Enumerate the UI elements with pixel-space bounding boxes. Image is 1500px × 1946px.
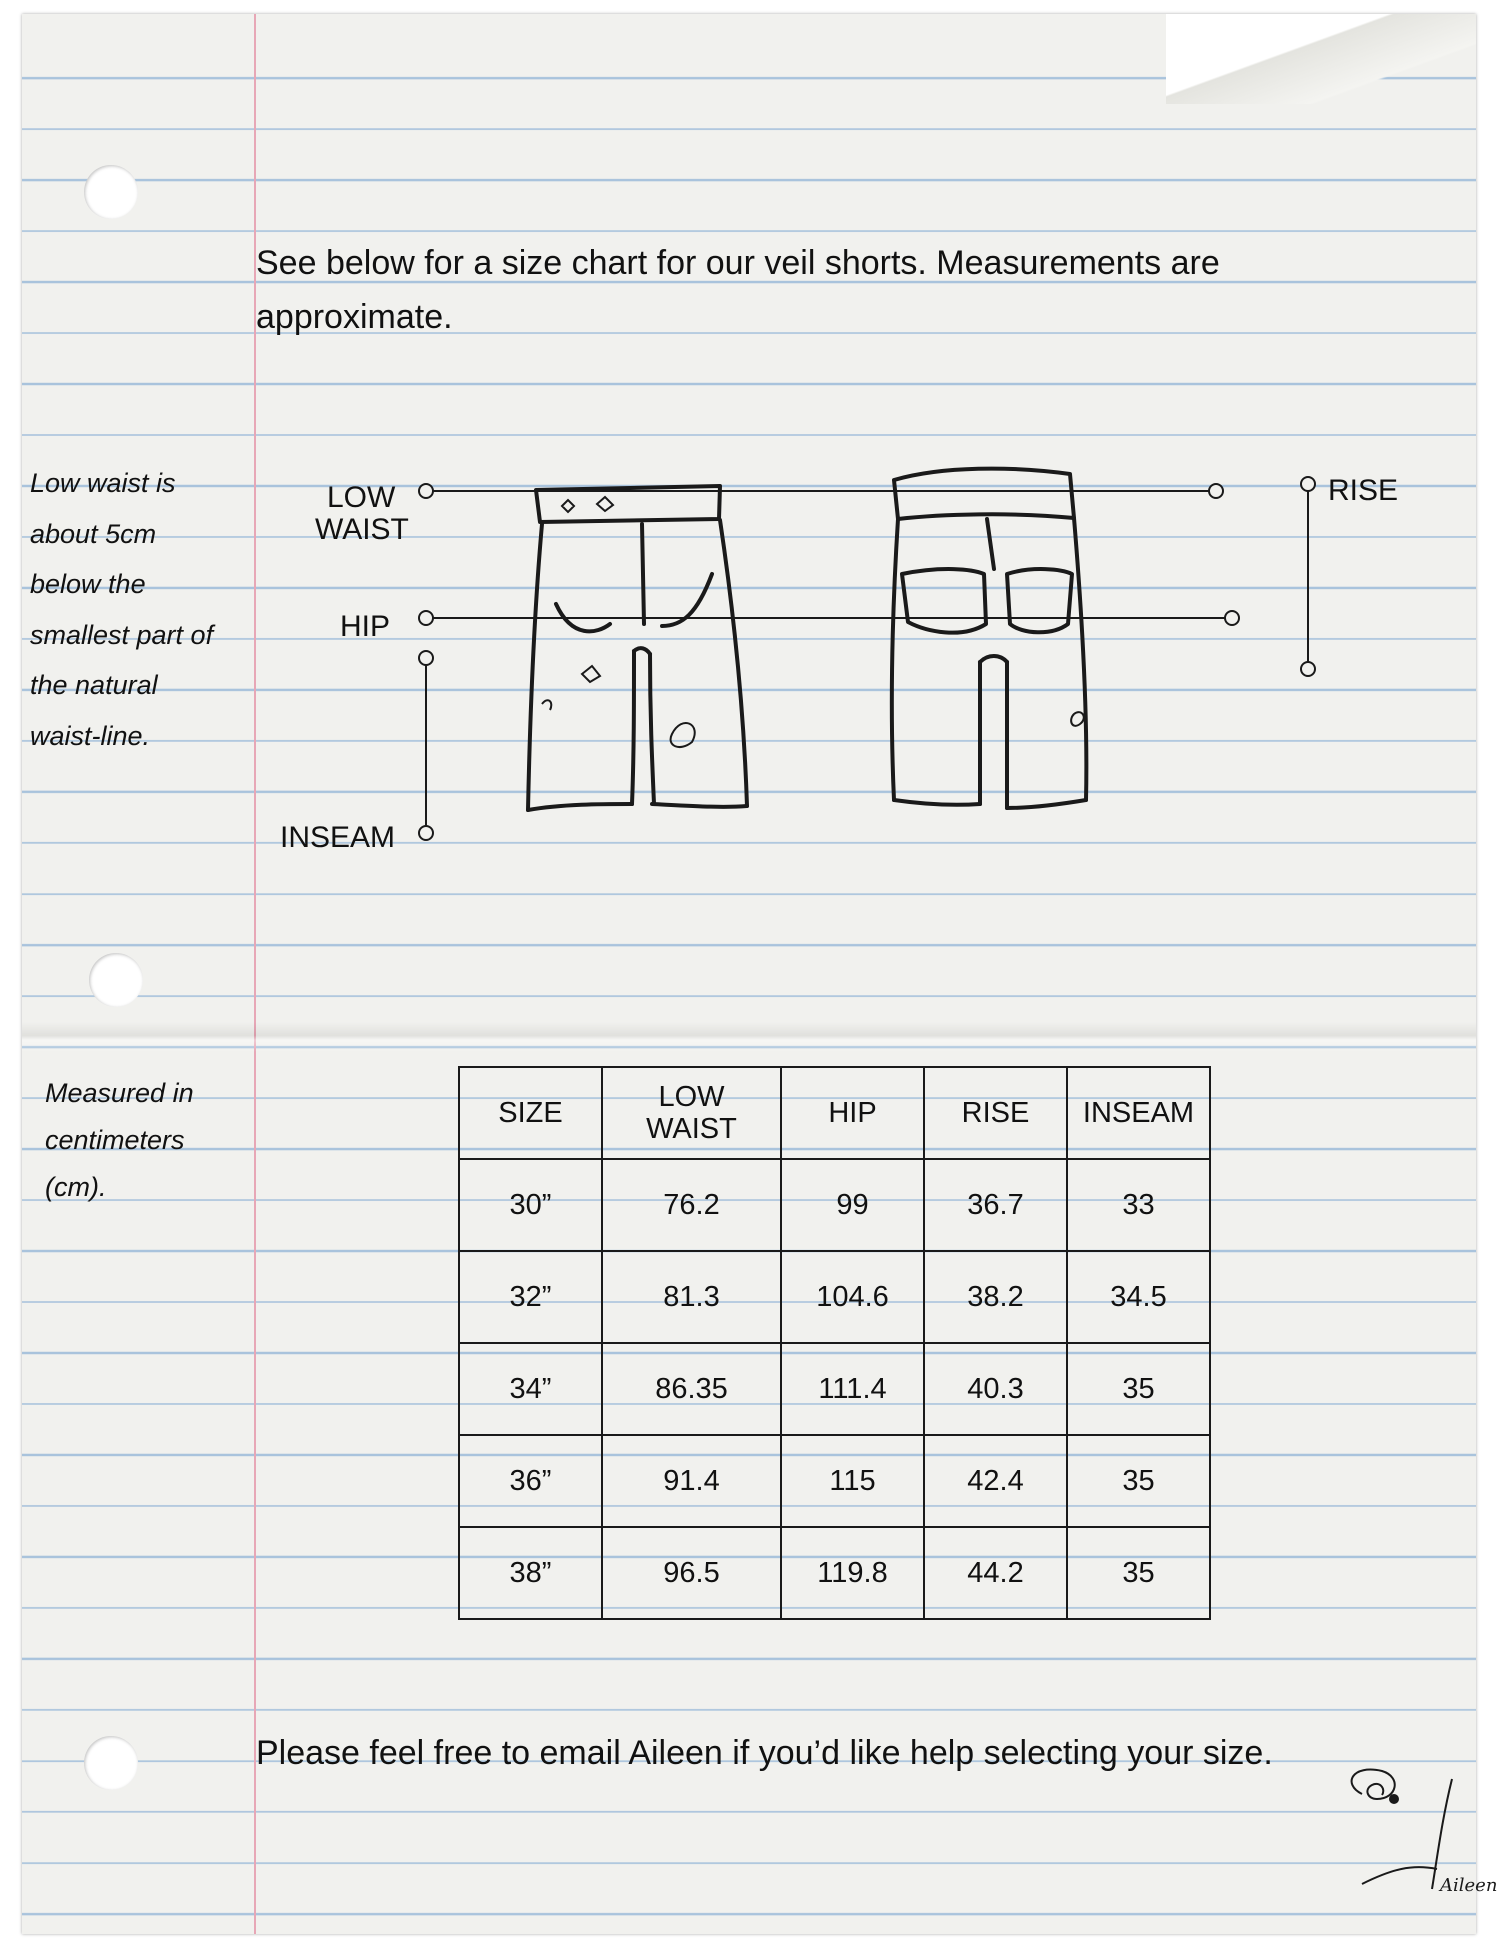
cell-hip: 104.6 — [781, 1251, 924, 1343]
note-line: the natural — [30, 670, 158, 701]
note-line: below the — [30, 569, 146, 600]
note-line: smallest part of — [30, 619, 214, 650]
punch-hole — [89, 953, 143, 1007]
intro-text: See below for a size chart for our veil shorts. Measurements are approximate. — [256, 244, 1220, 336]
rise-label: RISE — [1328, 474, 1399, 507]
units-note — [45, 1070, 245, 1211]
cell-low-waist: 96.5 — [602, 1527, 781, 1619]
shorts-front-sketch — [528, 486, 747, 810]
cell-inseam: 35 — [1067, 1343, 1210, 1435]
cell-inseam: 35 — [1067, 1435, 1210, 1527]
header-inseam: INSEAM — [1067, 1067, 1210, 1159]
cell-inseam: 35 — [1067, 1527, 1210, 1619]
low-waist-marker-left — [419, 484, 433, 498]
cell-size: 34” — [459, 1343, 602, 1435]
rise-marker-bottom — [1301, 662, 1315, 676]
header-rise: RISE — [924, 1067, 1067, 1159]
outro-text: Please feel free to email Aileen if you’d like help selecting your size. — [256, 1734, 1273, 1772]
cell-inseam: 34.5 — [1067, 1251, 1210, 1343]
table-header-row — [459, 1067, 1210, 1159]
notebook-page — [22, 14, 1498, 1934]
cell-rise: 44.2 — [924, 1527, 1067, 1619]
cell-size: 32” — [459, 1251, 602, 1343]
cell-low-waist: 81.3 — [602, 1251, 781, 1343]
cell-size: 38” — [459, 1527, 602, 1619]
note-line: (cm). — [45, 1172, 107, 1202]
cell-rise: 36.7 — [924, 1159, 1067, 1251]
note-line: about 5cm — [30, 518, 157, 549]
note-line: Low waist is — [30, 468, 176, 498]
header-low-waist: LOW WAIST — [602, 1067, 781, 1159]
shorts-back-sketch — [892, 469, 1086, 808]
cell-low-waist: 91.4 — [602, 1435, 781, 1527]
cell-hip: 111.4 — [781, 1343, 924, 1435]
inseam-label: INSEAM — [280, 821, 396, 854]
cell-low-waist: 76.2 — [602, 1159, 781, 1251]
table-row — [459, 1251, 1210, 1343]
inseam-marker-top — [419, 651, 433, 665]
cell-size: 36” — [459, 1435, 602, 1527]
cell-low-waist: 86.35 — [602, 1343, 781, 1435]
table-row — [459, 1159, 1210, 1251]
header-hip: HIP — [781, 1067, 924, 1159]
aileen-signature — [1342, 1759, 1498, 1909]
low-waist-label-line2: WAIST — [315, 513, 409, 546]
table-row — [459, 1343, 1210, 1435]
cell-inseam: 33 — [1067, 1159, 1210, 1251]
cell-rise: 40.3 — [924, 1343, 1067, 1435]
signature-text: Aileen — [1440, 1875, 1498, 1896]
note-line: centimeters — [45, 1125, 185, 1155]
cell-rise: 38.2 — [924, 1251, 1067, 1343]
size-chart-table — [458, 1066, 1211, 1620]
table-row — [459, 1435, 1210, 1527]
paper-fold — [22, 1022, 1476, 1052]
rise-marker-top — [1301, 477, 1315, 491]
low-waist-label-line1: LOW — [327, 481, 396, 514]
note-line: Measured in — [45, 1078, 194, 1108]
measurement-diagram — [22, 14, 1476, 914]
header-size: SIZE — [459, 1067, 602, 1159]
cell-size: 30” — [459, 1159, 602, 1251]
hip-marker-left — [419, 611, 433, 625]
table-row — [459, 1527, 1210, 1619]
note-line: waist-line. — [30, 720, 151, 751]
cell-rise: 42.4 — [924, 1435, 1067, 1527]
inseam-marker-bottom — [419, 826, 433, 840]
hip-marker-right — [1225, 611, 1239, 625]
cell-hip: 99 — [781, 1159, 924, 1251]
cell-hip: 115 — [781, 1435, 924, 1527]
punch-hole — [84, 1736, 138, 1790]
low-waist-marker-right — [1209, 484, 1223, 498]
hip-label: HIP — [340, 610, 391, 643]
cell-hip: 119.8 — [781, 1527, 924, 1619]
